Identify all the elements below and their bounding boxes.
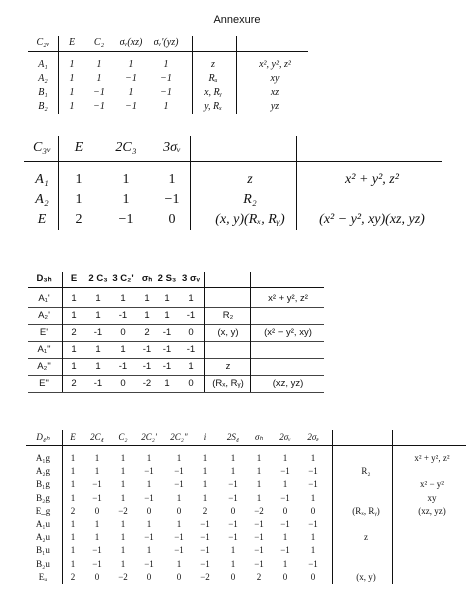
- character-value: 1: [120, 453, 126, 463]
- character-value: −1: [254, 558, 264, 569]
- basis-function: (x² − y², xy): [264, 327, 312, 338]
- character-value: 1: [168, 172, 176, 187]
- character-value: 1: [71, 310, 77, 321]
- irrep-label: A₂: [38, 73, 48, 84]
- character-value: 1: [256, 479, 262, 490]
- class-header: i: [203, 432, 207, 442]
- character-value: 0: [282, 505, 288, 516]
- character-value: 1: [202, 492, 208, 503]
- character-value: −1: [254, 519, 264, 529]
- character-value: -1: [142, 344, 152, 355]
- c2v-character-table: [28, 36, 308, 122]
- class-header: 3σᵥ: [163, 140, 181, 155]
- irrep-label: B₁g: [36, 479, 50, 490]
- character-value: −1: [174, 545, 184, 556]
- character-value: −1: [200, 519, 210, 529]
- character-value: 1: [188, 293, 194, 304]
- character-value: −1: [308, 479, 318, 490]
- basis-function: x, Rᵧ: [204, 87, 222, 98]
- character-value: 1: [94, 466, 100, 477]
- character-value: 1: [144, 310, 150, 321]
- group-name: C₃ᵥ: [32, 140, 52, 155]
- irrep-label: A₁": [37, 344, 51, 355]
- character-value: 1: [164, 310, 170, 321]
- character-value: 1: [120, 558, 126, 569]
- header-rule: [28, 51, 308, 52]
- character-value: −1: [144, 558, 154, 569]
- character-value: -1: [186, 310, 196, 321]
- column-rule: [62, 430, 63, 584]
- basis-function: (x² − y², xy)(xz, yz): [319, 212, 425, 227]
- character-value: 1: [202, 479, 208, 490]
- basis-function: x² + y², z²: [268, 293, 308, 304]
- character-value: 1: [94, 453, 100, 463]
- character-value: 1: [120, 519, 126, 529]
- character-value: 0: [146, 505, 152, 516]
- character-value: -1: [142, 361, 152, 372]
- character-value: 1: [94, 519, 100, 529]
- irrep-label: E": [39, 378, 49, 389]
- character-value: 1: [96, 59, 102, 70]
- basis-function: (x, y): [356, 571, 376, 582]
- class-header: E: [68, 37, 76, 48]
- basis-function: x², y², z²: [259, 59, 291, 70]
- character-value: 1: [310, 545, 316, 556]
- class-header: C₂: [118, 432, 128, 442]
- character-value: 1: [163, 59, 169, 70]
- character-value: 1: [70, 519, 76, 529]
- irrep-label: A₂": [37, 361, 51, 372]
- basis-function: y, Rₓ: [204, 101, 222, 112]
- character-value: 0: [94, 571, 100, 582]
- irrep-label: A₁u: [35, 519, 51, 529]
- basis-function: x² − y²: [420, 479, 444, 490]
- character-value: −1: [308, 466, 318, 477]
- character-value: 1: [256, 492, 262, 503]
- basis-function: yz: [270, 101, 280, 112]
- character-value: 1: [282, 479, 288, 490]
- class-header: σᵥ(xz): [119, 37, 143, 48]
- irrep-label: A₂g: [35, 466, 51, 477]
- character-value: -1: [186, 344, 196, 355]
- irrep-label: A₁g: [35, 453, 51, 463]
- character-value: 1: [69, 59, 75, 70]
- character-value: 1: [230, 466, 236, 477]
- character-value: 1: [176, 453, 182, 463]
- group-name: D₃ₕ: [36, 273, 52, 284]
- column-rule: [58, 36, 59, 114]
- character-value: 2: [71, 378, 77, 389]
- character-value: 1: [94, 532, 100, 543]
- character-value: 1: [176, 492, 182, 503]
- character-value: −2: [254, 505, 264, 516]
- basis-function: xy: [427, 492, 437, 503]
- character-value: 1: [146, 545, 152, 556]
- character-value: 1: [95, 293, 101, 304]
- character-value: −1: [92, 545, 102, 556]
- character-value: 2: [202, 505, 208, 516]
- basis-function: R₂: [243, 192, 257, 207]
- character-value: −1: [280, 492, 290, 503]
- character-value: −1: [92, 492, 102, 503]
- character-value: 1: [122, 192, 130, 207]
- character-value: −1: [228, 532, 238, 543]
- page-title: Annexure: [213, 14, 261, 26]
- class-header: E: [70, 273, 78, 284]
- character-value: 1: [230, 545, 236, 556]
- character-value: −1: [93, 101, 105, 112]
- character-value: 0: [168, 212, 176, 227]
- class-header: 2 S₃: [157, 273, 177, 284]
- basis-function: z: [211, 59, 215, 70]
- character-value: 0: [94, 505, 100, 516]
- character-value: −1: [280, 545, 290, 556]
- class-header: E: [70, 432, 76, 442]
- basis-function: R₂: [361, 466, 371, 477]
- character-value: 2: [75, 212, 83, 227]
- class-header: 2S₄: [226, 432, 240, 442]
- character-value: -2: [142, 378, 152, 389]
- character-value: −1: [160, 73, 172, 84]
- character-value: 1: [70, 492, 76, 503]
- character-value: 0: [282, 571, 288, 582]
- irrep-label: A₁: [38, 59, 48, 70]
- class-header: σₕ: [254, 432, 264, 442]
- character-value: 1: [230, 558, 236, 569]
- character-value: −1: [93, 87, 105, 98]
- character-value: 1: [70, 545, 76, 556]
- character-value: −2: [118, 505, 128, 516]
- character-value: 1: [120, 545, 126, 556]
- character-value: 1: [310, 492, 316, 503]
- character-value: -1: [118, 310, 128, 321]
- character-value: −1: [144, 492, 154, 503]
- basis-function: xz: [270, 87, 280, 98]
- character-value: 1: [256, 453, 262, 463]
- character-value: −1: [200, 558, 210, 569]
- basis-function: Rᵤ: [208, 73, 218, 84]
- character-value: 1: [310, 453, 316, 463]
- character-value: −1: [280, 466, 290, 477]
- character-value: 1: [75, 172, 83, 187]
- character-value: -1: [93, 327, 103, 338]
- character-value: 1: [128, 59, 134, 70]
- character-value: 1: [122, 172, 130, 187]
- column-rule: [392, 430, 393, 584]
- character-value: -1: [93, 378, 103, 389]
- class-header: 2C₂": [170, 432, 188, 442]
- irrep-label: B₂g: [36, 492, 50, 503]
- group-name: D₄ₕ: [36, 432, 50, 442]
- character-value: -1: [118, 361, 128, 372]
- character-value: 0: [310, 505, 316, 516]
- character-value: 1: [176, 519, 182, 529]
- irrep-label: B₁u: [36, 545, 50, 556]
- character-value: 0: [176, 571, 182, 582]
- irrep-label: E_g: [35, 505, 51, 516]
- character-value: 1: [282, 453, 288, 463]
- character-value: 0: [230, 505, 236, 516]
- character-value: 1: [164, 378, 170, 389]
- character-value: 1: [69, 87, 75, 98]
- class-header: 2C₃: [115, 140, 137, 155]
- header-rule: [28, 287, 324, 288]
- irrep-label: A₂': [38, 310, 50, 321]
- character-value: −2: [200, 571, 210, 582]
- character-value: −1: [144, 532, 154, 543]
- irrep-label: B₂: [38, 101, 48, 112]
- class-header: σₕ: [141, 273, 153, 284]
- class-header: 2σᵥ: [279, 432, 291, 442]
- character-value: 1: [70, 558, 76, 569]
- d3h-character-table: [28, 272, 328, 390]
- character-value: 2: [71, 327, 77, 338]
- irrep-label: B₁: [38, 87, 48, 98]
- column-rule: [236, 36, 237, 114]
- class-header: σᵥ'(yz): [153, 37, 179, 48]
- character-value: −1: [280, 519, 290, 529]
- column-rule: [190, 136, 191, 230]
- basis-function: (x, y): [217, 327, 239, 338]
- character-value: −2: [118, 571, 128, 582]
- character-value: 1: [75, 192, 83, 207]
- character-value: 0: [176, 505, 182, 516]
- character-value: 2: [256, 571, 262, 582]
- basis-function: (xz, yz): [272, 378, 304, 389]
- character-value: 0: [188, 327, 194, 338]
- character-value: 1: [95, 361, 101, 372]
- character-value: 0: [120, 327, 126, 338]
- character-value: 1: [120, 344, 126, 355]
- character-value: 1: [95, 310, 101, 321]
- basis-function: (Rₓ, Rᵧ): [212, 378, 244, 389]
- character-value: 1: [310, 532, 316, 543]
- basis-function: R₂: [222, 310, 234, 321]
- character-value: 1: [70, 466, 76, 477]
- character-value: −1: [228, 492, 238, 503]
- character-value: -1: [162, 327, 172, 338]
- character-value: 2: [70, 505, 76, 516]
- character-value: −1: [144, 466, 154, 477]
- character-value: −1: [228, 519, 238, 529]
- irrep-label: Eᵤ: [38, 571, 48, 582]
- character-value: −1: [160, 87, 172, 98]
- character-value: −1: [200, 545, 210, 556]
- character-value: 0: [230, 571, 236, 582]
- class-header: 2σₔ: [307, 432, 319, 442]
- character-value: 1: [282, 532, 288, 543]
- basis-function: x² + y², z²: [345, 172, 399, 187]
- character-value: 1: [256, 466, 262, 477]
- class-header: 3 C₂': [112, 273, 134, 284]
- character-value: −1: [92, 479, 102, 490]
- class-header: 2C₂': [141, 432, 157, 442]
- basis-function: z: [364, 532, 368, 543]
- irrep-label: A₁': [38, 293, 50, 304]
- character-value: 1: [144, 293, 150, 304]
- column-rule: [204, 272, 205, 392]
- basis-function: z: [225, 361, 231, 372]
- character-value: 1: [69, 73, 75, 84]
- character-value: −1: [164, 192, 180, 207]
- character-value: 1: [120, 479, 126, 490]
- character-value: −1: [125, 101, 137, 112]
- column-rule: [296, 136, 297, 230]
- irrep-label: B₂u: [36, 558, 50, 569]
- basis-function: x² + y², z²: [414, 453, 450, 463]
- irrep-label: E': [39, 327, 49, 338]
- basis-function: (Rₓ, Rᵧ): [352, 505, 380, 516]
- character-value: −1: [228, 479, 238, 490]
- group-name: C₂ᵥ: [36, 37, 50, 48]
- character-value: 1: [120, 466, 126, 477]
- class-header: E: [74, 140, 84, 155]
- character-value: −1: [254, 545, 264, 556]
- character-value: −1: [125, 73, 137, 84]
- character-value: 1: [120, 293, 126, 304]
- character-value: 1: [146, 453, 152, 463]
- character-value: 1: [146, 519, 152, 529]
- irrep-label: E: [37, 212, 47, 227]
- character-value: -1: [162, 361, 172, 372]
- character-value: 1: [230, 453, 236, 463]
- character-value: 1: [71, 293, 77, 304]
- row-rule: [28, 392, 324, 393]
- character-value: 1: [70, 479, 76, 490]
- class-header: 3 σᵥ: [182, 273, 200, 284]
- character-value: 0: [310, 571, 316, 582]
- character-value: 1: [96, 73, 102, 84]
- column-rule: [62, 272, 63, 392]
- character-value: 1: [120, 532, 126, 543]
- character-value: -1: [162, 344, 172, 355]
- character-value: 2: [144, 327, 150, 338]
- character-value: 1: [70, 532, 76, 543]
- character-value: −1: [174, 532, 184, 543]
- character-value: 0: [188, 378, 194, 389]
- character-value: 2: [70, 571, 76, 582]
- character-value: 1: [70, 453, 76, 463]
- character-value: −1: [308, 558, 318, 569]
- irrep-label: A₂: [35, 192, 49, 207]
- column-rule: [332, 430, 333, 584]
- column-rule: [250, 272, 251, 392]
- character-value: 1: [95, 344, 101, 355]
- basis-function: (x, y)(Rₓ, Rᵧ): [215, 212, 285, 227]
- character-value: −1: [254, 532, 264, 543]
- basis-function: xy: [270, 73, 280, 84]
- column-rule: [192, 36, 193, 114]
- character-value: −1: [200, 532, 210, 543]
- character-value: 1: [202, 466, 208, 477]
- basis-function: z: [247, 172, 253, 187]
- character-value: −1: [174, 479, 184, 490]
- character-value: 0: [146, 571, 152, 582]
- character-value: 1: [71, 361, 77, 372]
- c3v-character-table: [24, 136, 444, 236]
- character-value: 1: [202, 453, 208, 463]
- d4h-character-table: [26, 430, 468, 580]
- character-value: 1: [146, 479, 152, 490]
- character-value: 1: [188, 361, 194, 372]
- character-value: 1: [128, 87, 134, 98]
- column-rule: [58, 136, 59, 230]
- character-value: 1: [71, 344, 77, 355]
- character-value: −1: [174, 466, 184, 477]
- class-header: C₂: [93, 37, 105, 48]
- character-value: 1: [164, 293, 170, 304]
- character-value: −1: [92, 558, 102, 569]
- character-value: 0: [120, 378, 126, 389]
- character-value: 1: [282, 558, 288, 569]
- character-value: 1: [163, 101, 169, 112]
- character-value: 1: [176, 558, 182, 569]
- header-rule: [26, 445, 466, 446]
- character-value: −1: [118, 212, 134, 227]
- irrep-label: A₁: [35, 172, 49, 187]
- irrep-label: A₂u: [35, 532, 51, 543]
- header-rule: [24, 161, 442, 162]
- character-value: 1: [69, 101, 75, 112]
- character-value: 1: [120, 492, 126, 503]
- basis-function: (xz, yz): [418, 505, 446, 516]
- class-header: 2 C₃: [88, 273, 108, 284]
- character-value: −1: [308, 519, 318, 529]
- class-header: 2C₄: [90, 432, 104, 442]
